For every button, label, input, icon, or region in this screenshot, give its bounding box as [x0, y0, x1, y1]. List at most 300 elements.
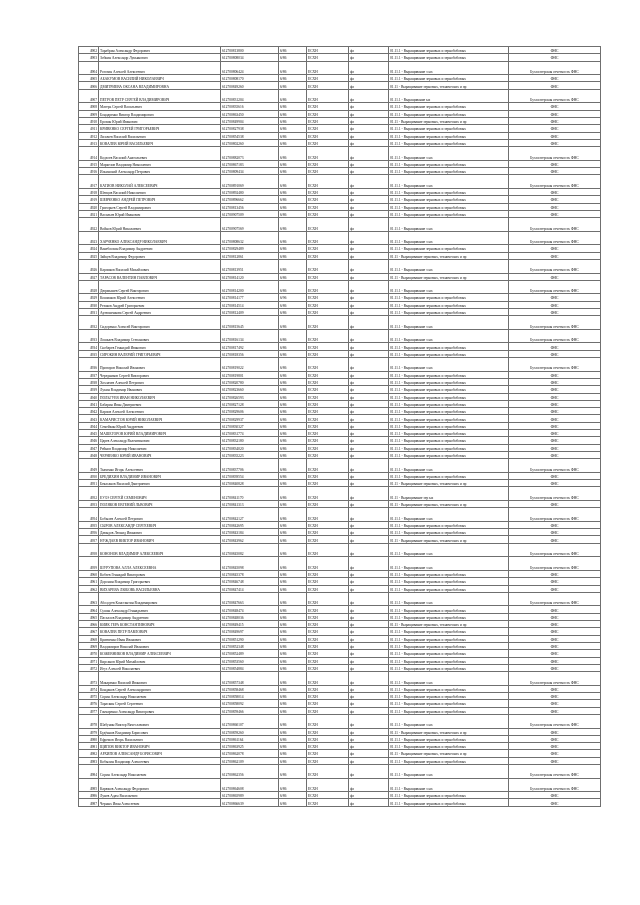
inn-number: 612700864608 — [221, 778, 279, 792]
entrepreneur-name: Войнов Юрий Николаевич — [99, 218, 221, 232]
entrepreneur-name: КОВАЛЕВ ПЕТР ПАВЛОВИЧ — [99, 628, 221, 635]
data-source: ФНС — [509, 750, 601, 757]
person-type: фл — [349, 422, 389, 429]
activity-code: 01.11.1 - Выращивание зерновых и зернобобовых — [389, 400, 509, 407]
table-row — [79, 54, 601, 61]
inn-number: 612700814177 — [221, 294, 279, 301]
entrepreneur-name: Макаренко Василий Иванович — [99, 672, 221, 686]
rate-value: 6/86 — [279, 728, 307, 735]
row-number: 4909 — [79, 110, 99, 117]
tax-regime: ЕСХН — [307, 350, 349, 357]
inn-number: 612700809434 — [221, 168, 279, 175]
table-row — [79, 343, 601, 350]
activity-code: 01.11.1 - Выращивание з ых — [389, 280, 509, 294]
person-type: фл — [349, 82, 389, 89]
data-source: ФНС — [509, 529, 601, 536]
rate-value: 6/86 — [279, 714, 307, 728]
activity-code: 01.11.1 - Выращивание зерновых и зернобобовых — [389, 371, 509, 378]
inn-number: 612700846748 — [221, 578, 279, 585]
data-source: ФНС — [509, 160, 601, 167]
activity-code: 01.11.1 - Выращивание зерновых и зернобобовых — [389, 521, 509, 528]
activity-code: 01.11.1 - Выращивание зерновых и зернобобовых — [389, 188, 509, 195]
entrepreneur-name: Маркелов Владимир Николаевич — [99, 160, 221, 167]
data-source: ФНС — [509, 685, 601, 692]
activity-code: 01.11.1 - Выращивание з ых — [389, 329, 509, 343]
inn-number: 612700892480 — [221, 188, 279, 195]
data-source: ФНС — [509, 110, 601, 117]
person-type: фл — [349, 570, 389, 577]
tax-regime: ЕСХН — [307, 188, 349, 195]
person-type: фл — [349, 110, 389, 117]
person-type: фл — [349, 437, 389, 444]
person-type: фл — [349, 386, 389, 393]
row-number: 4907 — [79, 89, 99, 103]
activity-code: 01.11.1 - Выращивание з ых — [389, 316, 509, 330]
inn-number: 612700819022 — [221, 358, 279, 372]
table-row — [79, 175, 601, 189]
rate-value: 6/86 — [279, 606, 307, 613]
person-type: фл — [349, 301, 389, 308]
inn-number: 612700840828 — [221, 480, 279, 487]
table-row — [79, 459, 601, 473]
tax-regime: ЕСХН — [307, 685, 349, 692]
inn-number: 612700812861 — [221, 252, 279, 259]
tax-regime: ЕСХН — [307, 672, 349, 686]
row-number: 4958 — [79, 543, 99, 557]
entrepreneur-name: Резаков Андрей Григорьевич — [99, 301, 221, 308]
rate-value: 6/86 — [279, 415, 307, 422]
row-number: 4920 — [79, 203, 99, 210]
rate-value: 6/86 — [279, 132, 307, 139]
tax-regime: ЕСХН — [307, 218, 349, 232]
inn-number: 612700849415 — [221, 621, 279, 628]
inn-number: 612700845378 — [221, 570, 279, 577]
table-row — [79, 613, 601, 620]
table-row — [79, 437, 601, 444]
activity-code: 01.11.1 - Выращивание зерновых и зернобобовых — [389, 422, 509, 429]
row-number: 4921 — [79, 210, 99, 217]
activity-code: 01.11.1 - Выращивание з ых — [389, 508, 509, 522]
table-row — [79, 110, 601, 117]
tax-regime: ЕСХН — [307, 578, 349, 585]
rate-value: 6/86 — [279, 147, 307, 161]
table-row — [79, 444, 601, 451]
entrepreneur-name: Сушак Александр Геннадьевич — [99, 606, 221, 613]
person-type: фл — [349, 650, 389, 657]
table-row — [79, 764, 601, 778]
inn-number: 612700849260 — [221, 82, 279, 89]
row-number: 4980 — [79, 735, 99, 742]
inn-number: 612700841170 — [221, 487, 279, 501]
activity-code: 01.11 - Выращивание зерновых, технических и пр — [389, 501, 509, 508]
rate-value: 6/86 — [279, 700, 307, 707]
table-row — [79, 714, 601, 728]
row-number: 4977 — [79, 707, 99, 714]
inn-number: 612700813951 — [221, 259, 279, 273]
person-type: фл — [349, 89, 389, 103]
entrepreneur-name: Лукин Владимир Иванович — [99, 386, 221, 393]
tax-regime: ЕСХН — [307, 642, 349, 649]
person-type: фл — [349, 175, 389, 189]
row-number: 4940 — [79, 393, 99, 400]
entrepreneur-name: Кондаков Сергей Александрович — [99, 685, 221, 692]
rate-value: 6/86 — [279, 422, 307, 429]
rate-value: 6/86 — [279, 685, 307, 692]
tax-regime: ЕСХН — [307, 613, 349, 620]
person-type: фл — [349, 543, 389, 557]
inn-number: 612700834020 — [221, 444, 279, 451]
data-source: Бухгалтерская отчетность ФНС — [509, 672, 601, 686]
inn-number: 612700841313 — [221, 501, 279, 508]
tax-regime: ЕСХН — [307, 757, 349, 764]
table-row — [79, 386, 601, 393]
activity-code: 01.11.1 - Выращивание зерновых и зернобобовых — [389, 294, 509, 301]
table-row — [79, 664, 601, 671]
inn-number: 612700848474 — [221, 606, 279, 613]
row-number: 4955 — [79, 521, 99, 528]
activity-code: 01.11.1 - Выращивание зерновых и зернобобовых — [389, 75, 509, 82]
entrepreneur-name: КОЖЕВНИКОВ ВЛАДИМИР АЛЕКСЕЕВИЧ — [99, 650, 221, 657]
person-type: фл — [349, 358, 389, 372]
person-type: фл — [349, 231, 389, 245]
activity-code: 01.11.1 - Выращивание зерновых и зернобобовых — [389, 350, 509, 357]
table-row — [79, 188, 601, 195]
table-row — [79, 210, 601, 217]
inn-number: 612700808632 — [221, 231, 279, 245]
activity-code: 01.11.1 - Выращивание зерновых и зернобобовых — [389, 54, 509, 61]
inn-number: 612700815645 — [221, 316, 279, 330]
rate-value: 6/86 — [279, 613, 307, 620]
person-type: фл — [349, 308, 389, 315]
tax-regime: ЕСХН — [307, 168, 349, 175]
row-number: 4938 — [79, 378, 99, 385]
entrepreneur-name: Семейкин Юрий Андреевич — [99, 422, 221, 429]
entrepreneur-name: Кошмаков Юрий Алексеевич — [99, 294, 221, 301]
table-row — [79, 378, 601, 385]
rate-value: 6/86 — [279, 188, 307, 195]
row-number: 4983 — [79, 757, 99, 764]
inn-number: 612700843184 — [221, 529, 279, 536]
rate-value: 6/86 — [279, 316, 307, 330]
entrepreneur-name: Ерохин Юрий Иванович — [99, 117, 221, 124]
entrepreneur-name: Кривченко Иван Иванович — [99, 635, 221, 642]
rate-value: 6/86 — [279, 444, 307, 451]
tax-regime: ЕСХН — [307, 175, 349, 189]
entrepreneur-name: БРЕДИХИН ВЛАДИМИР ИВАНОВИЧ — [99, 472, 221, 479]
entrepreneur-name: АБАКУМОВ ВАСИЛИЙ НИКОЛАЕВИЧ — [99, 75, 221, 82]
table-row — [79, 693, 601, 700]
inn-number: 612700820780 — [221, 378, 279, 385]
table-row — [79, 168, 601, 175]
inn-number: 612700835223 — [221, 451, 279, 458]
entrepreneur-name: ХАРЧЕНКО АЛЕКСАНДР НИКОЛАЕВИЧ — [99, 231, 221, 245]
entrepreneur-name: ШУРУПОВА АЛЛА АЛЕКСЕЕВНА — [99, 557, 221, 571]
inn-number: 612700896662 — [221, 196, 279, 203]
entrepreneur-name: ЧЕРНЕНКО ЮРИЙ ИВАНОВИЧ — [99, 451, 221, 458]
inn-number: 612700858468 — [221, 685, 279, 692]
activity-code: 01.11.1 - Выращивание зерновых и зернобобовых — [389, 210, 509, 217]
entrepreneur-name: ПОЛЯКОВ ЕВГЕНИЙ ЛЬВОВИЧ — [99, 501, 221, 508]
data-source: ФНС — [509, 628, 601, 635]
data-source: ФНС — [509, 117, 601, 124]
tax-regime: ЕСХН — [307, 444, 349, 451]
row-number: 4956 — [79, 529, 99, 536]
entrepreneur-name: Дюрмышев Сергей Викторович — [99, 280, 221, 294]
entrepreneur-name: Кобылин Владимир Алексеевич — [99, 757, 221, 764]
person-type: фл — [349, 487, 389, 501]
activity-code: 01.11.1 - Выращивание зерновых и зернобобовых — [389, 415, 509, 422]
activity-code: 01.11.1 - Выращивание зерновых и зернобобовых — [389, 657, 509, 664]
activity-code: 01.11.1 - Выращивание зерновых и зернобобовых — [389, 378, 509, 385]
data-source: ФНС — [509, 196, 601, 203]
data-source: Бухгалтерская отчетность ФНС — [509, 487, 601, 501]
data-source: ФНС — [509, 799, 601, 806]
table-row — [79, 430, 601, 437]
data-source: ФНС — [509, 664, 601, 671]
row-number: 4981 — [79, 743, 99, 750]
rate-value: 6/86 — [279, 501, 307, 508]
rate-value: 6/86 — [279, 160, 307, 167]
inn-number: 612700853560 — [221, 657, 279, 664]
activity-code: 01.11.1 - Выращивание зерновых и зернобобовых — [389, 570, 509, 577]
row-number: 4918 — [79, 188, 99, 195]
data-source: ФНС — [509, 350, 601, 357]
tax-regime: ЕСХН — [307, 294, 349, 301]
table-row — [79, 543, 601, 557]
rate-value: 6/86 — [279, 175, 307, 189]
tax-regime: ЕСХН — [307, 529, 349, 536]
rate-value: 6/86 — [279, 628, 307, 635]
row-number: 4952 — [79, 487, 99, 501]
rate-value: 6/86 — [279, 735, 307, 742]
rate-value: 6/86 — [279, 61, 307, 75]
rate-value: 6/86 — [279, 110, 307, 117]
inn-number: 612700852348 — [221, 642, 279, 649]
table-row — [79, 650, 601, 657]
person-type: фл — [349, 693, 389, 700]
activity-code: 01.11.1 - Выращивание з ых — [389, 231, 509, 245]
inn-number: 612700827938 — [221, 125, 279, 132]
table-row — [79, 89, 601, 103]
row-number: 4911 — [79, 125, 99, 132]
row-number: 4944 — [79, 422, 99, 429]
inn-number: 612700819801 — [221, 371, 279, 378]
person-type: фл — [349, 700, 389, 707]
entrepreneur-name: ПОЛЬГУЕВ ИВАН НИКОЛАЕВИЧ — [99, 393, 221, 400]
rate-value: 6/86 — [279, 54, 307, 61]
table-row — [79, 273, 601, 280]
activity-code: 01.11.1 - Выращивание зерновых и зернобобовых — [389, 613, 509, 620]
data-source: ФНС — [509, 728, 601, 735]
activity-code: 01.11.1 - Выращивание зерновых и зернобобовых — [389, 707, 509, 714]
entrepreneur-name: Доронин Владимир Григорьевич — [99, 578, 221, 585]
activity-code: 01.11.1 - Выращивание зерновых и зернобобовых — [389, 386, 509, 393]
person-type: фл — [349, 408, 389, 415]
tax-regime: ЕСХН — [307, 700, 349, 707]
row-number: 4945 — [79, 430, 99, 437]
person-type: фл — [349, 521, 389, 528]
inn-number: 612700862109 — [221, 757, 279, 764]
table-row — [79, 371, 601, 378]
table-row — [79, 451, 601, 458]
activity-code: 01.11.1 - Выращивание з ых — [389, 543, 509, 557]
inn-number: 612700830327 — [221, 422, 279, 429]
activity-code: 01.11.1 - Выращивание зерновых и зернобобовых — [389, 203, 509, 210]
rate-value: 6/86 — [279, 75, 307, 82]
rate-value: 6/86 — [279, 125, 307, 132]
rate-value: 6/86 — [279, 707, 307, 714]
tax-regime: ЕСХН — [307, 472, 349, 479]
activity-code: 01.11.1 - Выращивание зерновых и зернобобовых — [389, 529, 509, 536]
entrepreneur-name: Сорин Александр Николаевич — [99, 693, 221, 700]
row-number: 4987 — [79, 799, 99, 806]
data-source: Бухгалтерская отчетность ФНС — [509, 714, 601, 728]
row-number: 4984 — [79, 764, 99, 778]
data-source: ФНС — [509, 437, 601, 444]
tax-regime: ЕСХН — [307, 252, 349, 259]
data-source: ФНС — [509, 642, 601, 649]
tax-regime: ЕСХН — [307, 799, 349, 806]
data-source: Бухгалтерская отчетность ФНС — [509, 259, 601, 273]
inn-number: 612700842695 — [221, 521, 279, 528]
rate-value: 6/86 — [279, 139, 307, 146]
person-type: фл — [349, 415, 389, 422]
row-number: 4922 — [79, 218, 99, 232]
inn-number: 612700851290 — [221, 635, 279, 642]
tax-regime: ЕСХН — [307, 231, 349, 245]
row-number: 4934 — [79, 343, 99, 350]
inn-number: 612700860107 — [221, 714, 279, 728]
tax-regime: ЕСХН — [307, 117, 349, 124]
rate-value: 6/86 — [279, 386, 307, 393]
rate-value: 6/86 — [279, 203, 307, 210]
data-source: ФНС — [509, 743, 601, 750]
inn-number: 612700854884 — [221, 664, 279, 671]
inn-number: 612700835616 — [221, 103, 279, 110]
rate-value: 6/86 — [279, 750, 307, 757]
table-row — [79, 294, 601, 301]
row-number: 4949 — [79, 459, 99, 473]
activity-code: 01.11 - Выращивание зерновых, технических и пр — [389, 621, 509, 628]
person-type: фл — [349, 635, 389, 642]
tax-regime: ЕСХН — [307, 160, 349, 167]
entrepreneur-name: Царев Александр Валентинович — [99, 437, 221, 444]
data-source: ФНС — [509, 430, 601, 437]
data-source: ФНС — [509, 444, 601, 451]
inn-number: 612700839554 — [221, 472, 279, 479]
rate-value: 6/86 — [279, 408, 307, 415]
tax-regime: ЕСХН — [307, 54, 349, 61]
rate-value: 6/86 — [279, 89, 307, 103]
entrepreneur-name: Аболдуев Константин Владимирович — [99, 592, 221, 606]
tax-regime: ЕСХН — [307, 89, 349, 103]
person-type: фл — [349, 54, 389, 61]
row-number: 4960 — [79, 570, 99, 577]
person-type: фл — [349, 621, 389, 628]
tax-regime: ЕСХН — [307, 308, 349, 315]
row-number: 4964 — [79, 606, 99, 613]
data-source: Бухгалтерская отчетность ФНС — [509, 557, 601, 571]
data-source: ФНС — [509, 707, 601, 714]
row-number: 4973 — [79, 672, 99, 686]
person-type: фл — [349, 160, 389, 167]
data-source: ФНС — [509, 657, 601, 664]
inn-number: 612700816134 — [221, 329, 279, 343]
inn-number: 612700845082 — [221, 543, 279, 557]
rate-value: 6/86 — [279, 778, 307, 792]
data-source: Бухгалтерская отчетность ФНС — [509, 231, 601, 245]
rate-value: 6/86 — [279, 280, 307, 294]
rate-value: 6/86 — [279, 196, 307, 203]
person-type: фл — [349, 743, 389, 750]
table-row — [79, 308, 601, 315]
inn-number: 612700814200 — [221, 280, 279, 294]
rate-value: 6/86 — [279, 693, 307, 700]
person-type: фл — [349, 536, 389, 543]
row-number: 4917 — [79, 175, 99, 189]
data-source: ФНС — [509, 252, 601, 259]
inn-number: 612700818356 — [221, 350, 279, 357]
entrepreneur-name: ЩИПОВ ВИКТОР ИВАНОВИЧ — [99, 743, 221, 750]
activity-code: 01.11.1 - Выращивание зерновых и зернобобовых — [389, 642, 509, 649]
data-source: ФНС — [509, 735, 601, 742]
person-type: фл — [349, 642, 389, 649]
row-number: 4912 — [79, 132, 99, 139]
row-number: 4947 — [79, 444, 99, 451]
table-row — [79, 621, 601, 628]
row-number: 4969 — [79, 642, 99, 649]
person-type: фл — [349, 103, 389, 110]
inn-number: 612700845098 — [221, 557, 279, 571]
activity-code: 01.11.1 - Выращивание з ых — [389, 714, 509, 728]
person-type: фл — [349, 350, 389, 357]
table-row — [79, 280, 601, 294]
row-number: 4942 — [79, 408, 99, 415]
inn-number: 612700802260 — [221, 139, 279, 146]
inn-number: 612700843962 — [221, 536, 279, 543]
tax-regime: ЕСХН — [307, 430, 349, 437]
activity-code: 01.11 - Выращивание зерновых, технических и пр — [389, 536, 509, 543]
entrepreneur-name: Шабунин Виктор Вячеславович — [99, 714, 221, 728]
rate-value: 6/86 — [279, 642, 307, 649]
tax-regime: ЕСХН — [307, 451, 349, 458]
activity-code: 01.11.1 - Выращивание зерновых и зернобобовых — [389, 757, 509, 764]
table-row — [79, 301, 601, 308]
activity-code: 01.11.1 - Выращивание зерновых и зернобобовых — [389, 451, 509, 458]
activity-code: 01.11.1 - Выращивание зерновых и зернобобовых — [389, 125, 509, 132]
person-type: фл — [349, 196, 389, 203]
row-number: 4933 — [79, 329, 99, 343]
table-row — [79, 125, 601, 132]
table-row — [79, 628, 601, 635]
tax-regime: ЕСХН — [307, 329, 349, 343]
data-source: ФНС — [509, 245, 601, 252]
activity-code: 01.11.1 - Выращивание зерновых и зернобобовых — [389, 168, 509, 175]
data-source: ФНС — [509, 570, 601, 577]
inn-number: 612700907509 — [221, 210, 279, 217]
person-type: фл — [349, 188, 389, 195]
rate-value: 6/86 — [279, 308, 307, 315]
rate-value: 6/86 — [279, 117, 307, 124]
data-source: Бухгалтерская отчетность ФНС — [509, 175, 601, 189]
inn-number: 612700863450 — [221, 110, 279, 117]
tax-regime: ЕСХН — [307, 480, 349, 487]
inn-number: 612700847414 — [221, 585, 279, 592]
row-number: 4915 — [79, 160, 99, 167]
entrepreneur-name: Будённов Владимир Борисович — [99, 728, 221, 735]
rate-value: 6/86 — [279, 792, 307, 799]
rate-value: 6/86 — [279, 543, 307, 557]
